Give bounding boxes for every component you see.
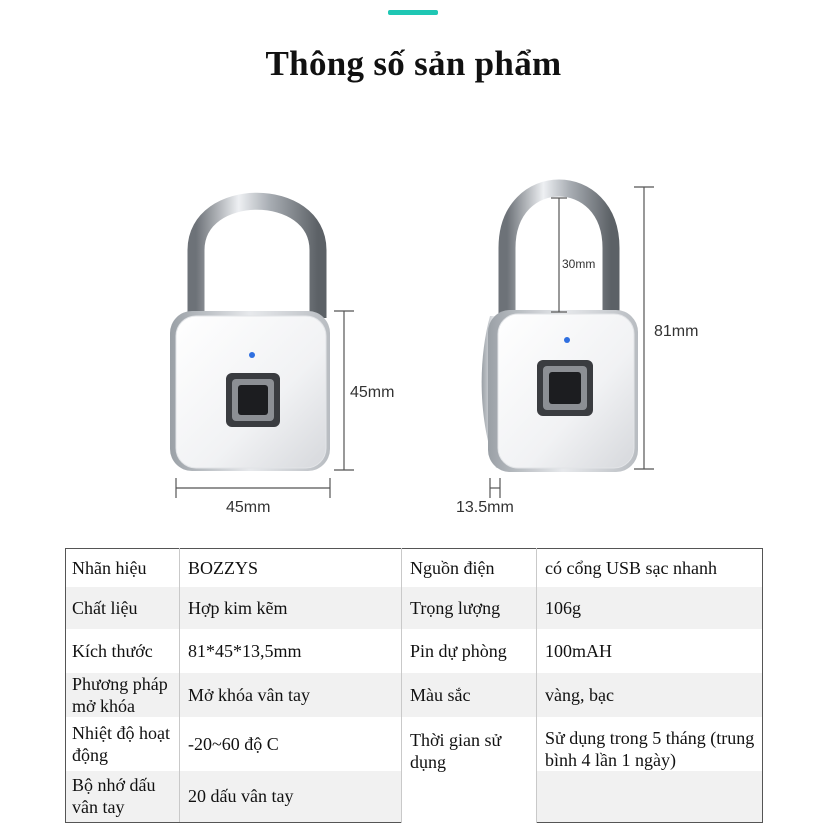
spec-value: 81*45*13,5mm	[180, 629, 402, 673]
shackle-height-label: 30mm	[562, 257, 596, 271]
spec-key: Nguồn điện	[402, 549, 537, 587]
side-padlock	[482, 188, 638, 472]
spec-value-empty	[537, 771, 763, 823]
spec-key: Nhãn hiệu	[66, 549, 180, 587]
spec-value: 100mAH	[537, 629, 763, 673]
depth-label: 13.5mm	[456, 499, 514, 516]
table-row	[66, 717, 763, 771]
spec-value: Mở khóa vân tay	[180, 673, 402, 717]
table-row	[66, 629, 763, 673]
spec-key: Thời gian sử dụng	[402, 717, 537, 823]
led-indicator	[564, 337, 570, 343]
total-height-label: 81mm	[654, 323, 699, 340]
spec-value: 106g	[537, 587, 763, 629]
spec-value: BOZZYS	[180, 549, 402, 587]
spec-key: Nhiệt độ hoạt động	[66, 717, 180, 771]
front-padlock	[170, 201, 330, 471]
page-title: Thông số sản phẩm	[265, 44, 562, 83]
spec-key: Pin dự phòng	[402, 629, 537, 673]
spec-key: Chất liệu	[66, 587, 180, 629]
spec-value: Sử dụng trong 5 tháng (trung bình 4 lần 1 ngày)	[537, 717, 763, 771]
spec-key: Phương pháp mở khóa	[66, 673, 180, 717]
spec-key: Bộ nhớ dấu vân tay	[66, 771, 180, 823]
spec-key: Kích thước	[66, 629, 180, 673]
spec-value: 20 dấu vân tay	[180, 771, 402, 823]
spec-key: Trọng lượng	[402, 587, 537, 629]
table-row	[66, 673, 763, 717]
spec-value: -20~60 độ C	[180, 717, 402, 771]
spec-value: vàng, bạc	[537, 673, 763, 717]
spec-value: Hợp kim kẽm	[180, 587, 402, 629]
table-row	[66, 549, 763, 587]
table-row	[66, 587, 763, 629]
spec-value: có cổng USB sạc nhanh	[537, 549, 763, 587]
spec-table	[65, 548, 763, 823]
led-indicator	[249, 352, 255, 358]
front-height-label: 45mm	[350, 384, 395, 401]
spec-key: Màu sắc	[402, 673, 537, 717]
front-width-label: 45mm	[226, 499, 271, 516]
